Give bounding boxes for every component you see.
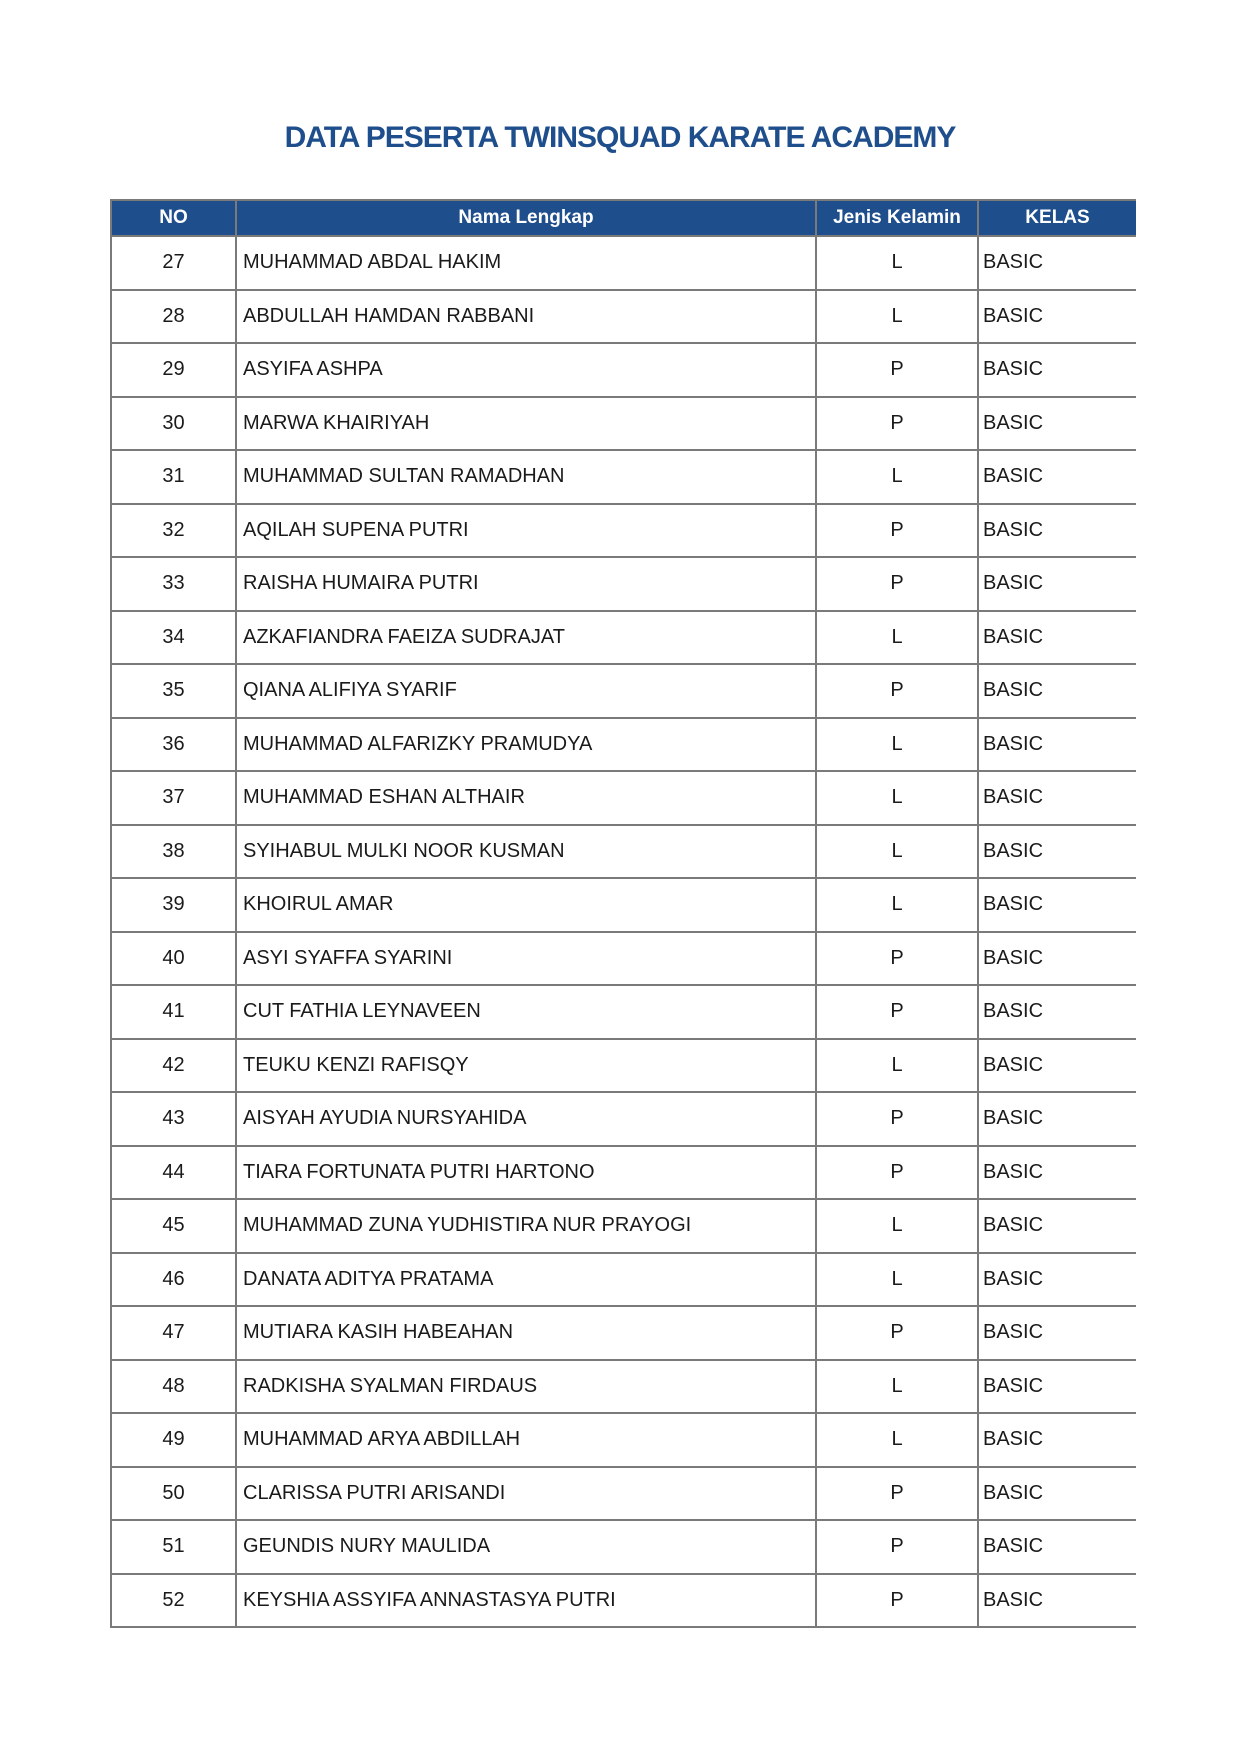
cell-kelas: BASIC [978,1360,1136,1414]
table-row [111,878,1136,932]
cell-gender: L [816,1199,978,1253]
cell-gender: P [816,557,978,611]
cell-no: 46 [111,1253,236,1307]
table-row [111,397,1136,451]
cell-kelas: BASIC [978,985,1136,1039]
cell-kelas: BASIC [978,825,1136,879]
cell-kelas: BASIC [978,1574,1136,1628]
cell-name: MUHAMMAD ABDAL HAKIM [236,236,816,290]
cell-kelas: BASIC [978,557,1136,611]
table-row [111,825,1136,879]
table-row [111,664,1136,718]
cell-no: 48 [111,1360,236,1414]
header-no: NO [111,200,236,236]
cell-name: MUHAMMAD ZUNA YUDHISTIRA NUR PRAYOGI [236,1199,816,1253]
cell-name: CLARISSA PUTRI ARISANDI [236,1467,816,1521]
cell-gender: L [816,771,978,825]
cell-kelas: BASIC [978,878,1136,932]
cell-gender: L [816,718,978,772]
cell-kelas: BASIC [978,1467,1136,1521]
page-title: DATA PESERTA TWINSQUAD KARATE ACADEMY [284,121,956,154]
cell-no: 33 [111,557,236,611]
cell-gender: P [816,1146,978,1200]
cell-no: 49 [111,1413,236,1467]
cell-kelas: BASIC [978,771,1136,825]
cell-kelas: BASIC [978,1092,1136,1146]
cell-kelas: BASIC [978,1199,1136,1253]
cell-gender: L [816,825,978,879]
cell-no: 36 [111,718,236,772]
cell-name: RADKISHA SYALMAN FIRDAUS [236,1360,816,1414]
table-row [111,1413,1136,1467]
cell-name: GEUNDIS NURY MAULIDA [236,1520,816,1574]
cell-gender: P [816,1306,978,1360]
cell-name: MUHAMMAD ARYA ABDILLAH [236,1413,816,1467]
cell-gender: L [816,1039,978,1093]
cell-gender: P [816,985,978,1039]
cell-no: 45 [111,1199,236,1253]
cell-gender: P [816,932,978,986]
cell-gender: L [816,878,978,932]
cell-name: RAISHA HUMAIRA PUTRI [236,557,816,611]
cell-name: AISYAH AYUDIA NURSYAHIDA [236,1092,816,1146]
header-kelas: KELAS [978,200,1136,236]
cell-no: 39 [111,878,236,932]
table-header [111,200,1136,236]
participant-table-container [110,199,1135,1628]
cell-name: MARWA KHAIRIYAH [236,397,816,451]
cell-kelas: BASIC [978,450,1136,504]
cell-kelas: BASIC [978,290,1136,344]
cell-kelas: BASIC [978,343,1136,397]
cell-gender: L [816,450,978,504]
cell-name: TEUKU KENZI RAFISQY [236,1039,816,1093]
cell-no: 42 [111,1039,236,1093]
header-name: Nama Lengkap [236,200,816,236]
table-row [111,1039,1136,1093]
table-row [111,932,1136,986]
cell-name: MUTIARA KASIH HABEAHAN [236,1306,816,1360]
cell-name: AZKAFIANDRA FAEIZA SUDRAJAT [236,611,816,665]
cell-gender: P [816,1574,978,1628]
cell-gender: P [816,504,978,558]
cell-no: 50 [111,1467,236,1521]
table-row [111,985,1136,1039]
cell-gender: L [816,1413,978,1467]
cell-gender: P [816,1467,978,1521]
cell-no: 28 [111,290,236,344]
cell-kelas: BASIC [978,236,1136,290]
cell-name: DANATA ADITYA PRATAMA [236,1253,816,1307]
cell-no: 31 [111,450,236,504]
header-row [111,200,1136,236]
table-row [111,771,1136,825]
cell-name: ABDULLAH HAMDAN RABBANI [236,290,816,344]
cell-kelas: BASIC [978,1146,1136,1200]
table-row [111,1306,1136,1360]
cell-kelas: BASIC [978,611,1136,665]
cell-name: AQILAH SUPENA PUTRI [236,504,816,558]
cell-kelas: BASIC [978,1520,1136,1574]
cell-no: 27 [111,236,236,290]
cell-no: 51 [111,1520,236,1574]
cell-gender: L [816,611,978,665]
table-row [111,1520,1136,1574]
table-row [111,1253,1136,1307]
cell-name: ASYI SYAFFA SYARINI [236,932,816,986]
cell-no: 30 [111,397,236,451]
table-row [111,1146,1136,1200]
table-body [111,236,1136,1627]
cell-name: CUT FATHIA LEYNAVEEN [236,985,816,1039]
cell-no: 40 [111,932,236,986]
cell-no: 32 [111,504,236,558]
table-row [111,718,1136,772]
cell-name: KEYSHIA ASSYIFA ANNASTASYA PUTRI [236,1574,816,1628]
cell-no: 41 [111,985,236,1039]
table-row [111,236,1136,290]
cell-kelas: BASIC [978,1253,1136,1307]
cell-gender: P [816,664,978,718]
cell-kelas: BASIC [978,504,1136,558]
cell-kelas: BASIC [978,718,1136,772]
table-row [111,1467,1136,1521]
cell-no: 37 [111,771,236,825]
cell-no: 38 [111,825,236,879]
table-row [111,1092,1136,1146]
cell-kelas: BASIC [978,664,1136,718]
cell-gender: P [816,343,978,397]
cell-name: KHOIRUL AMAR [236,878,816,932]
participant-table [110,199,1136,1628]
cell-name: ASYIFA ASHPA [236,343,816,397]
cell-no: 43 [111,1092,236,1146]
cell-kelas: BASIC [978,1039,1136,1093]
cell-no: 47 [111,1306,236,1360]
table-row [111,611,1136,665]
table-row [111,450,1136,504]
cell-kelas: BASIC [978,397,1136,451]
cell-name: TIARA FORTUNATA PUTRI HARTONO [236,1146,816,1200]
cell-name: MUHAMMAD ESHAN ALTHAIR [236,771,816,825]
cell-kelas: BASIC [978,1413,1136,1467]
table-row [111,290,1136,344]
cell-gender: L [816,1253,978,1307]
cell-gender: L [816,236,978,290]
table-row [111,504,1136,558]
cell-no: 44 [111,1146,236,1200]
cell-gender: L [816,290,978,344]
cell-name: MUHAMMAD SULTAN RAMADHAN [236,450,816,504]
cell-gender: P [816,1092,978,1146]
cell-name: MUHAMMAD ALFARIZKY PRAMUDYA [236,718,816,772]
cell-gender: P [816,397,978,451]
cell-kelas: BASIC [978,932,1136,986]
cell-gender: L [816,1360,978,1414]
cell-name: SYIHABUL MULKI NOOR KUSMAN [236,825,816,879]
cell-no: 35 [111,664,236,718]
cell-no: 52 [111,1574,236,1628]
table-row [111,1360,1136,1414]
table-row [111,1199,1136,1253]
cell-no: 34 [111,611,236,665]
cell-no: 29 [111,343,236,397]
cell-kelas: BASIC [978,1306,1136,1360]
cell-name: QIANA ALIFIYA SYARIF [236,664,816,718]
table-row [111,1574,1136,1628]
cell-gender: P [816,1520,978,1574]
table-row [111,343,1136,397]
table-row [111,557,1136,611]
header-gender: Jenis Kelamin [816,200,978,236]
